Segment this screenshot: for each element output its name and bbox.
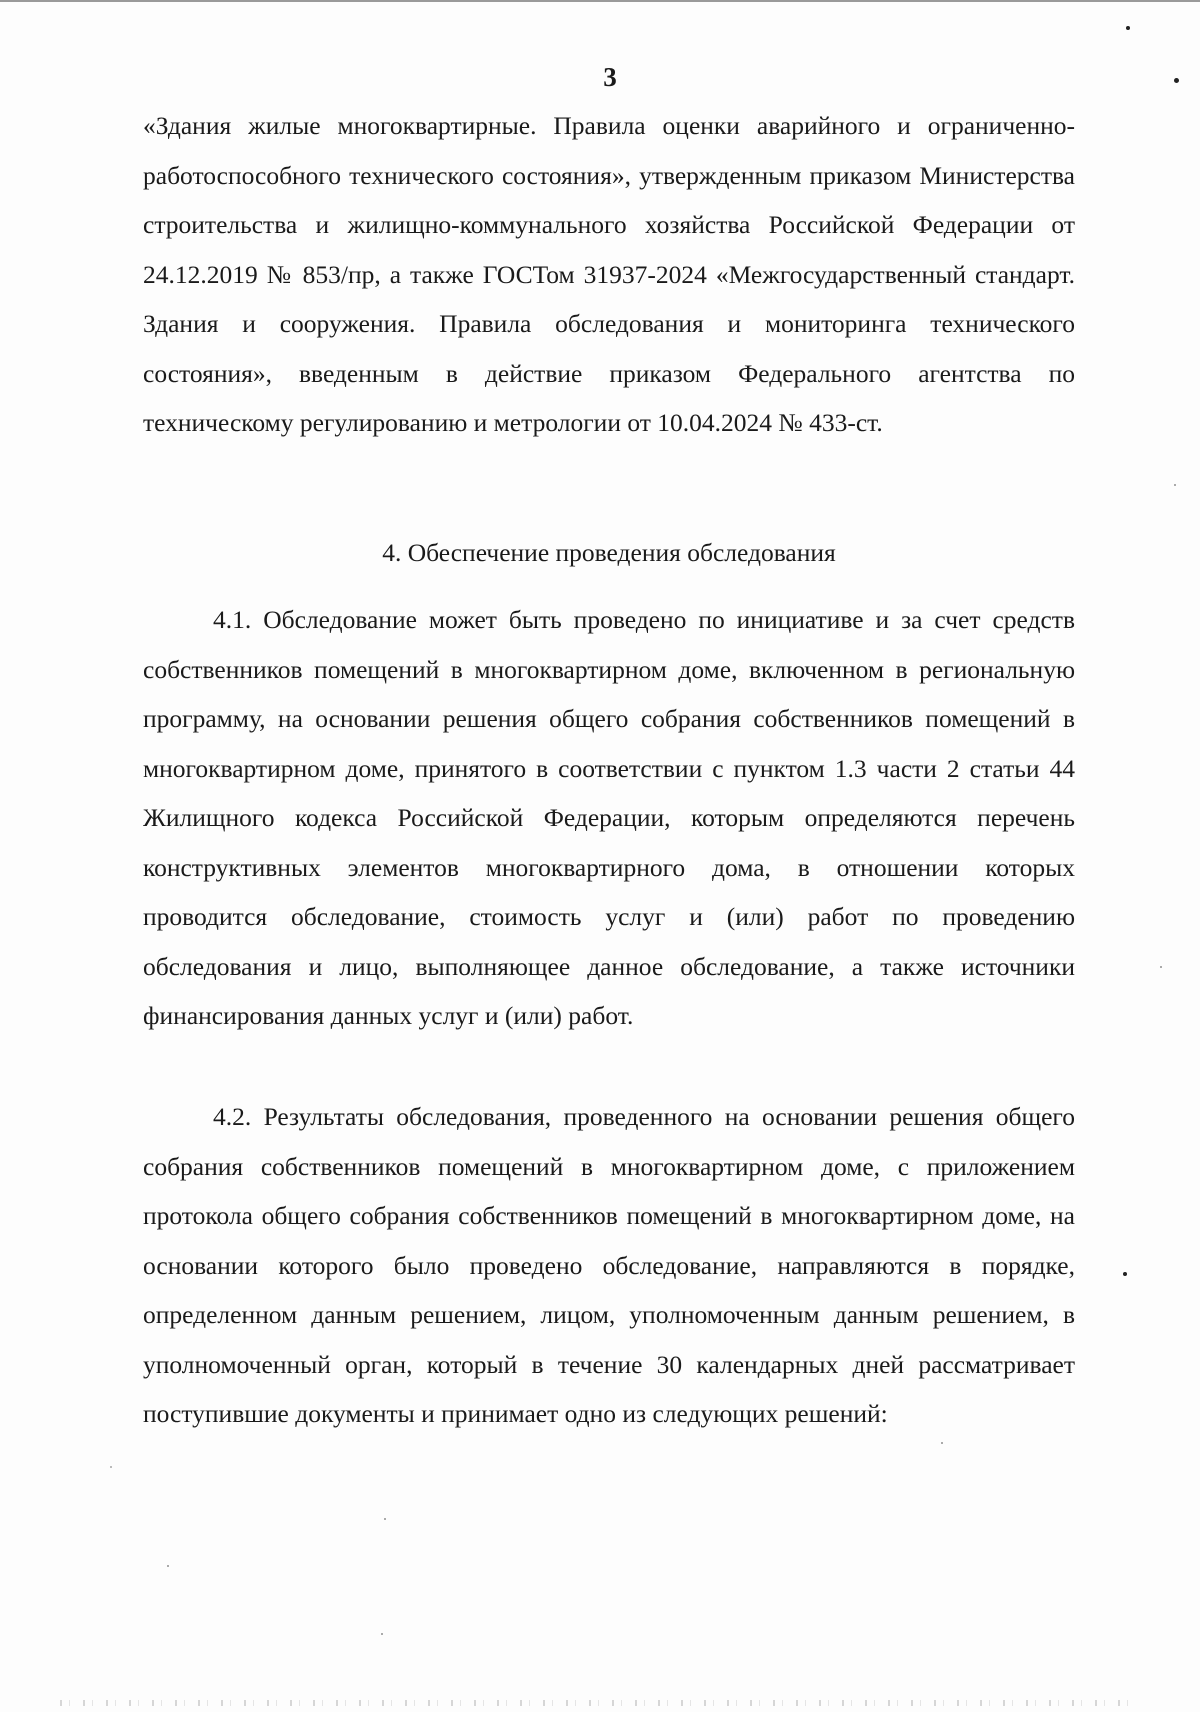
page-number: 3 [603, 62, 617, 92]
top-edge-line [0, 0, 1200, 2]
scan-speck [1160, 966, 1162, 968]
section-heading: 4. Обеспечение проведения обследования [382, 538, 836, 567]
scan-speck [381, 1633, 383, 1635]
paragraph-text: «Здания жилые многоквартирные. Правила оценки аварийного и ограниченно-работоспособного технического состояния», утвержденным приказом Министерства строительства и жилищно-коммунального хозяйства Российской Федерации от 24.12.2019 № 853/пр, а также ГОСТом 31937-2024 «Межгосударственный стандарт. Здания и сооружения. Правила обследования и мониторинга технического состояния», введенным в действие приказом Федерального агентства по техническому регулированию и метрологии от 10.04.2024 № 433-ст. [143, 111, 1075, 437]
scan-noise-strip [60, 1700, 1140, 1706]
clause-4-1 [143, 595, 1075, 1041]
scan-speck [941, 1442, 943, 1444]
clause-4-2 [143, 1092, 1075, 1439]
scan-speck [1174, 78, 1179, 83]
scan-speck [167, 1565, 169, 1567]
scan-speck [384, 1518, 386, 1520]
scan-speck [110, 1466, 112, 1468]
clause-4-2-text: 4.2. Результаты обследования, проведенного на основании решения общего собрания собственников помещений в многоквартирном доме, с приложением протокола общего собрания собственников помещений в многоквартирном доме, на основании которого было проведено обследование, направляются в порядке, определенном данным решением, лицом, уполномоченным данным решением, в уполномоченный орган, который в течение 30 календарных дней рассматривает поступившие документы и принимает одно из следующих решений: [143, 1102, 1075, 1428]
scan-speck [1123, 1272, 1127, 1276]
continuation-paragraph [143, 101, 1075, 448]
scan-speck [1126, 26, 1130, 30]
clause-4-1-text: 4.1. Обследование может быть проведено по инициативе и за счет средств собственников помещений в многоквартирном доме, включенном в региональную программу, на основании решения общего собрания собственников помещений в многоквартирном доме, принятого в соответствии с пунктом 1.3 части 2 статьи 44 Жилищного кодекса Российской Федерации, которым определяются перечень конструктивных элементов многоквартирного дома, в отношении которых проводится обследование, стоимость услуг и (или) работ по проведению обследования и лицо, выполняющее данное обследование, а также источники финансирования данных услуг и (или) работ. [143, 605, 1075, 1030]
scan-speck [1174, 484, 1176, 486]
